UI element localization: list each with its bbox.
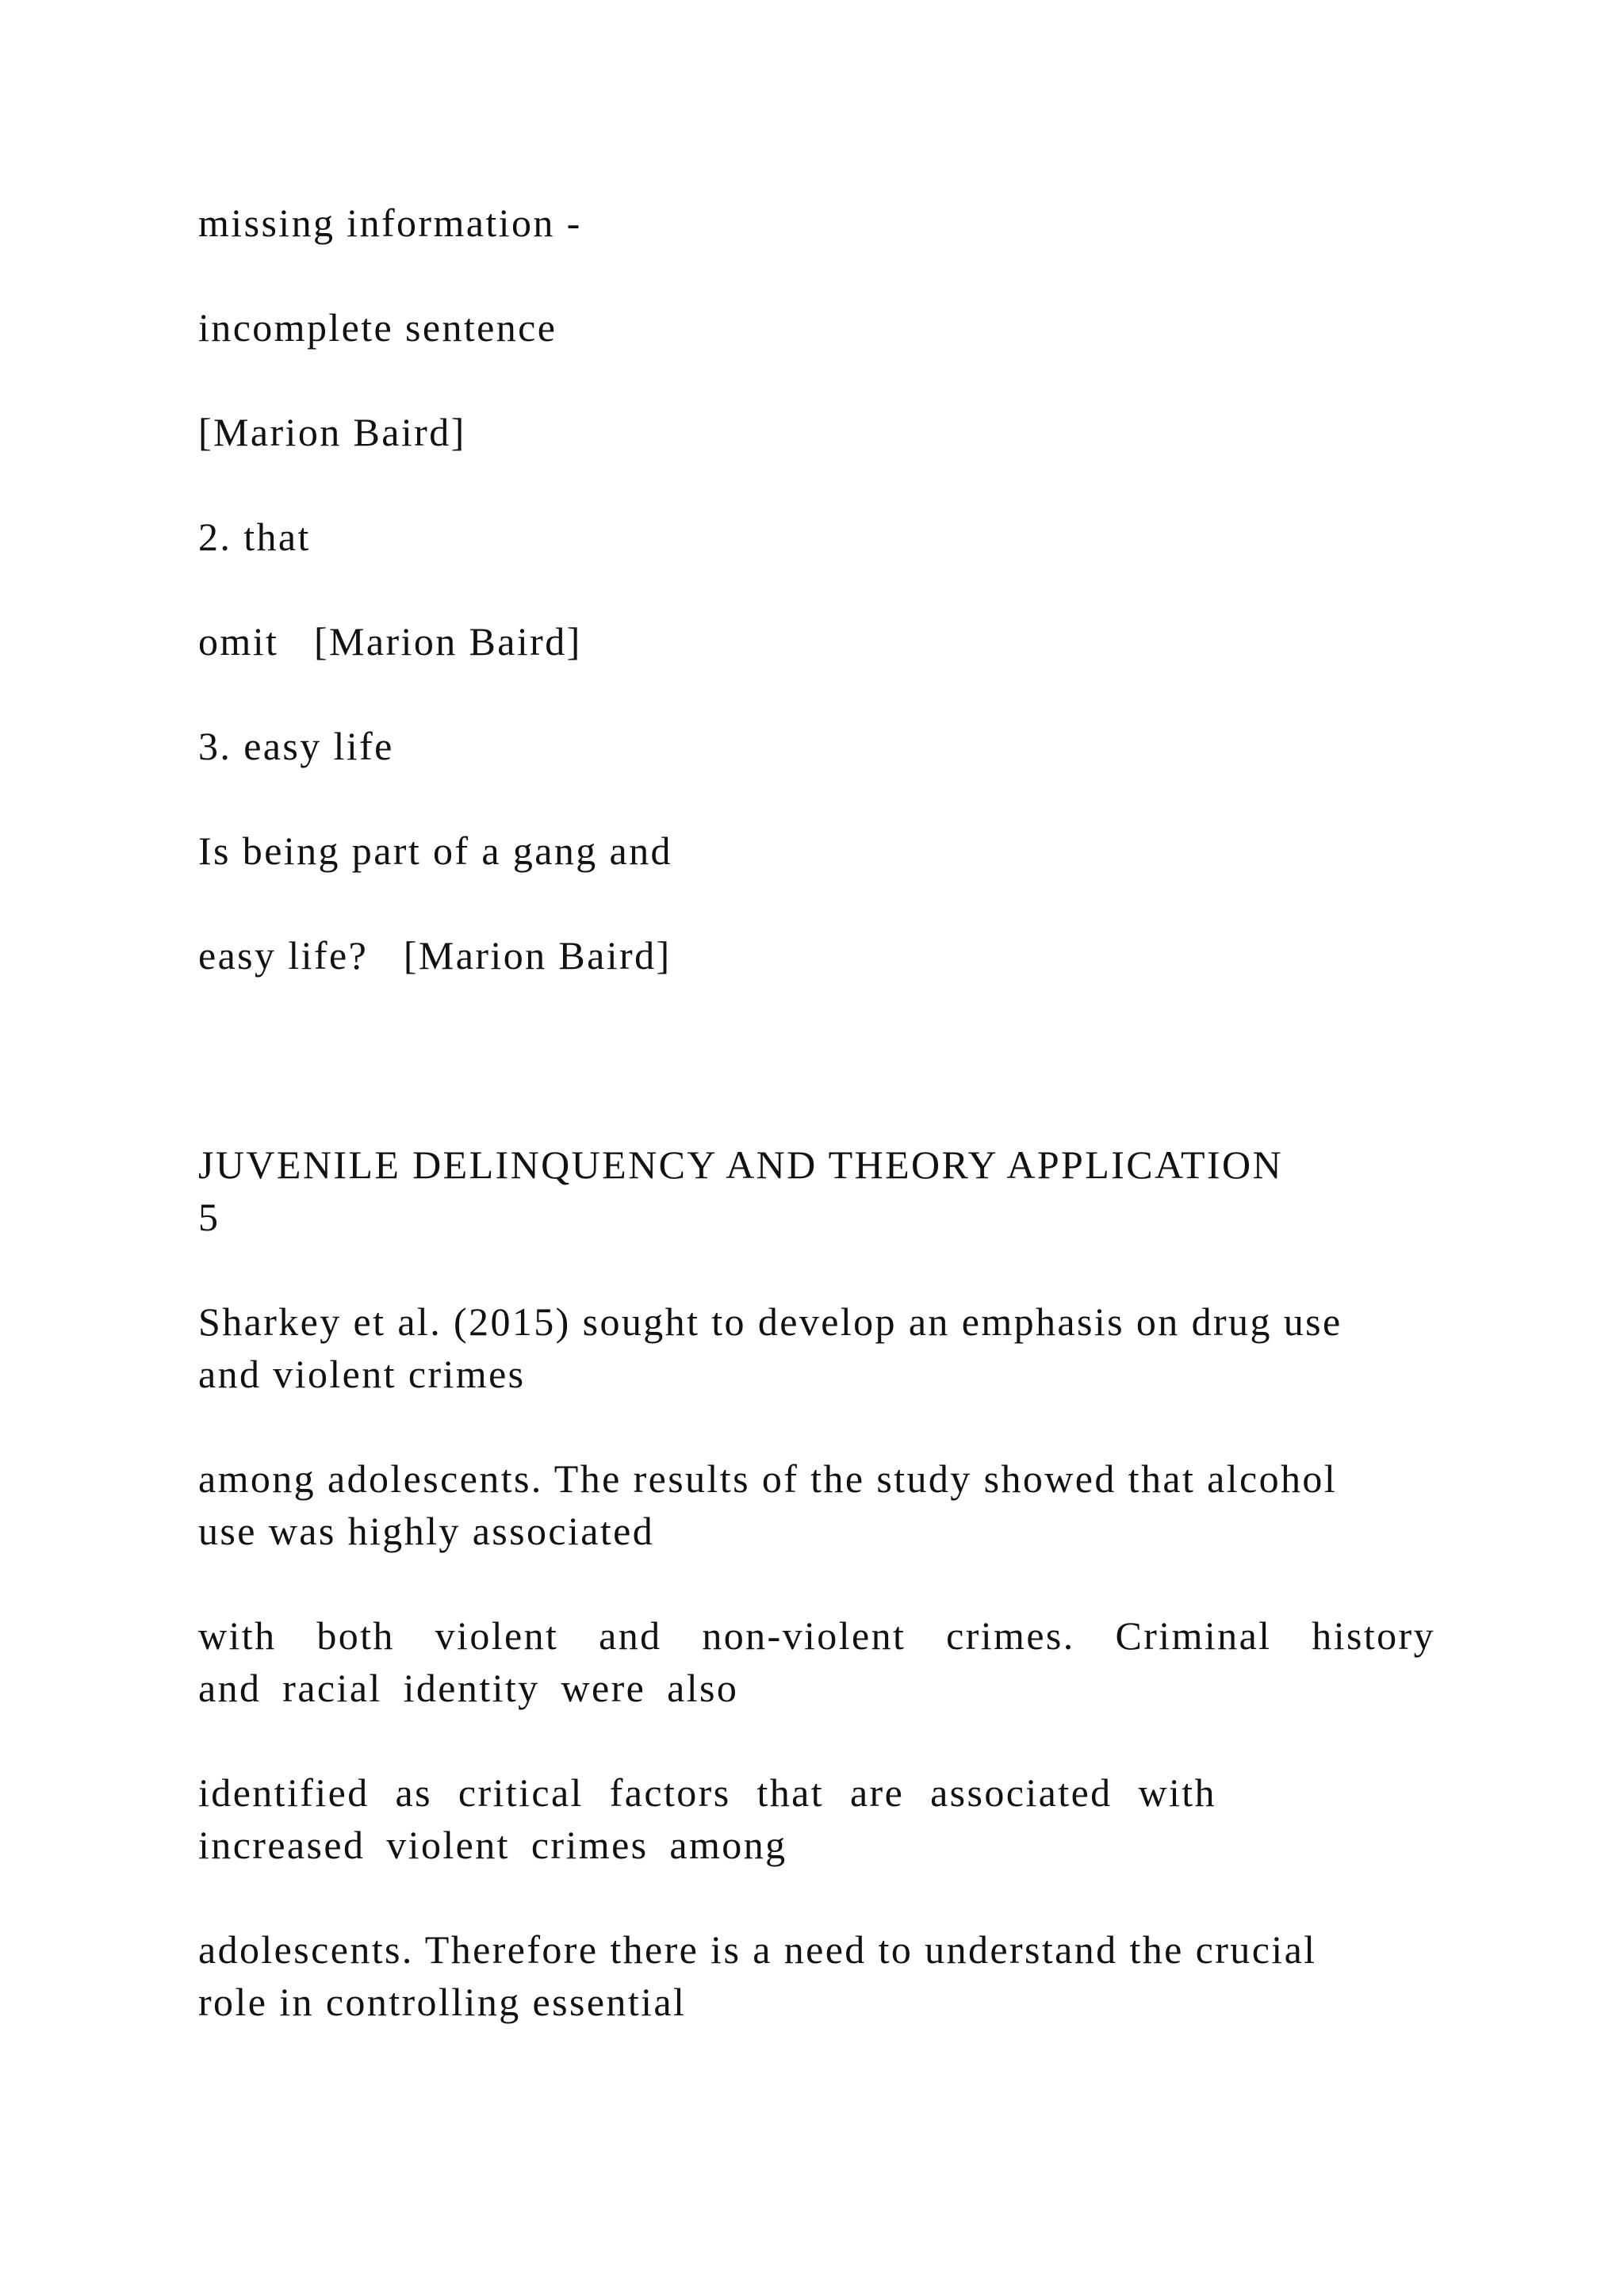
paragraph-4-line-2: increased violent crimes among — [198, 1823, 787, 1867]
comment-3-label: 3. easy life — [198, 724, 394, 768]
comment-1-line-1: missing information - — [198, 201, 582, 245]
comment-3-line-1: Is being part of a gang and — [198, 828, 672, 873]
paragraph-5-line-2: role in controlling essential — [198, 1980, 687, 2024]
running-title: JUVENILE DELINQUENCY AND THEORY APPLICATION — [198, 1142, 1283, 1187]
paragraph-2-line-2: use was highly associated — [198, 1509, 655, 1553]
page-number: 5 — [198, 1195, 220, 1239]
comment-1-author: [Marion Baird] — [198, 410, 466, 454]
paragraph-1-line-1: Sharkey et al. (2015) sought to develop an emphasis on drug use — [198, 1299, 1342, 1344]
comment-3-line-2: easy life? [Marion Baird] — [198, 933, 672, 978]
paragraph-1 — [198, 1295, 1435, 1400]
paragraph-4 — [198, 1766, 1324, 1871]
paragraph-5 — [198, 1923, 1435, 2028]
running-header — [198, 1138, 1435, 1243]
comment-2-text: omit [Marion Baird] — [198, 619, 582, 664]
paragraph-1-line-2: and violent crimes — [198, 1352, 526, 1396]
comment-2-label: 2. that — [198, 515, 311, 559]
comment-1-line-2: incomplete sentence — [198, 305, 557, 350]
paragraph-3-line-1: with both violent and non-violent crimes. Criminal history — [198, 1613, 1435, 1658]
paragraph-2-line-1: among adolescents. The results of the study showed that alcohol — [198, 1456, 1338, 1501]
paragraph-4-line-1: identified as critical factors that are associated with — [198, 1770, 1216, 1815]
paragraph-3 — [198, 1609, 1435, 1714]
paragraph-3-line-2: and racial identity were also — [198, 1666, 739, 1710]
paragraph-5-line-1: adolescents. Therefore there is a need to understand the crucial — [198, 1927, 1317, 1972]
paragraph-2 — [198, 1452, 1435, 1557]
